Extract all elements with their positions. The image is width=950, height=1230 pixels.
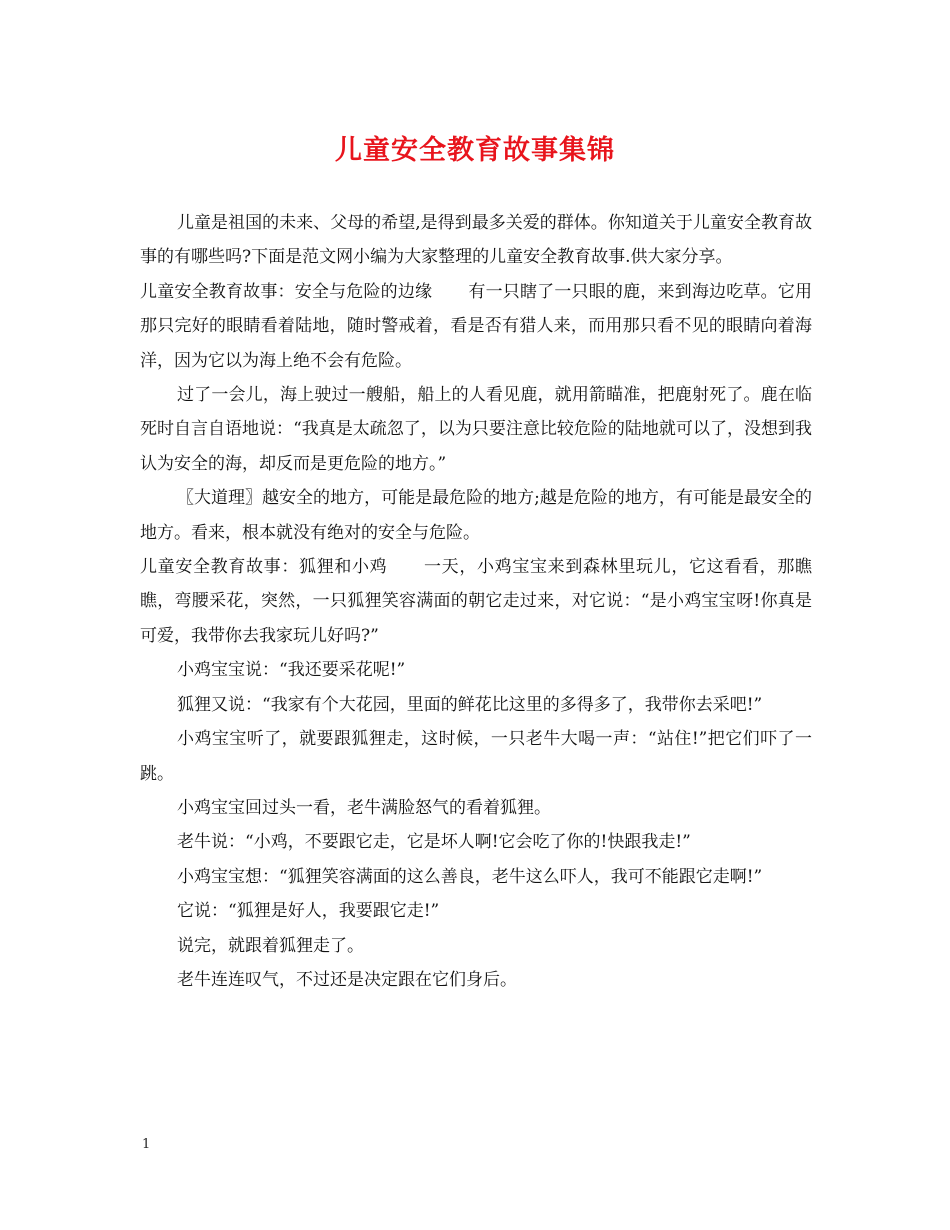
paragraph-deer-death: 过了一会儿，海上驶过一艘船，船上的人看见鹿，就用箭瞄准，把鹿射死了。鹿在临死时自言自语地说：“我真是太疏忽了，以为只要注意比较危险的陆地就可以了，没想到我认为安全的海，却反而是更危险的地方。” [140,385,812,474]
story-heading-fox-chick: 儿童安全教育故事：狐狸和小鸡 [140,557,388,578]
document-title: 儿童安全教育故事集锦 [335,135,615,166]
paragraph-story-1 [140,275,812,378]
document-body [140,206,812,997]
paragraph-chick-says: 它说：“狐狸是好人，我要跟它走!” [177,901,440,922]
paragraph-ox-sighs: 老牛连连叹气，不过还是决定跟在它们身后。 [177,969,517,990]
story-heading-safety-danger: 儿童安全教育故事：安全与危险的边缘 [140,281,433,302]
paragraph-fox-again: 狐狸又说：“我家有个大花园，里面的鲜花比这里的多得多了，我带你去采吧!” [177,694,763,715]
paragraph-chick-reply: 小鸡宝宝说：“我还要采花呢!” [177,660,406,681]
paragraph-story-2 [140,550,812,653]
story-2-body: 一天，小鸡宝宝来到森林里玩儿，它这看看，那瞧瞧，弯腰采花，突然，一只狐狸笑容满面的朝它走过来，对它说：“是小鸡宝宝呀!你真是可爱，我带你去我家玩儿好吗?” [140,557,813,646]
paragraph-moral: 〖大道理〗越安全的地方，可能是最危险的地方;越是危险的地方，有可能是最安全的地方。看来，根本就没有绝对的安全与危险。 [140,488,812,543]
page-number: 1 [142,1137,151,1152]
story-1-body: 有一只瞎了一只眼的鹿，来到海边吃草。它用那只完好的眼睛看着陆地，随时警戒着，看是否有猎人来，而用那只看不见的眼睛向着海洋，因为它以为海上绝不会有危险。 [140,281,813,371]
paragraph-chick-looks: 小鸡宝宝回过头一看，老牛满脸怒气的看着狐狸。 [177,797,551,818]
paragraph-ox-shout: 小鸡宝宝听了，就要跟狐狸走，这时候，一只老牛大喝一声：“站住!”把它们吓了一跳。 [140,729,812,784]
paragraph-ox-says: 老牛说：“小鸡，不要跟它走，它是坏人啊!它会吃了你的!快跟我走!” [177,832,691,853]
paragraph-intro: 儿童是祖国的未来、父母的希望,是得到最多关爱的群体。你知道关于儿童安全教育故事的有哪些吗?下面是范文网小编为大家整理的儿童安全教育故事.供大家分享。 [140,213,812,268]
paragraph-chick-thinks: 小鸡宝宝想：“狐狸笑容满面的这么善良，老牛这么吓人，我可不能跟它走啊!” [177,866,763,887]
paragraph-follow-fox: 说完，就跟着狐狸走了。 [177,935,364,956]
